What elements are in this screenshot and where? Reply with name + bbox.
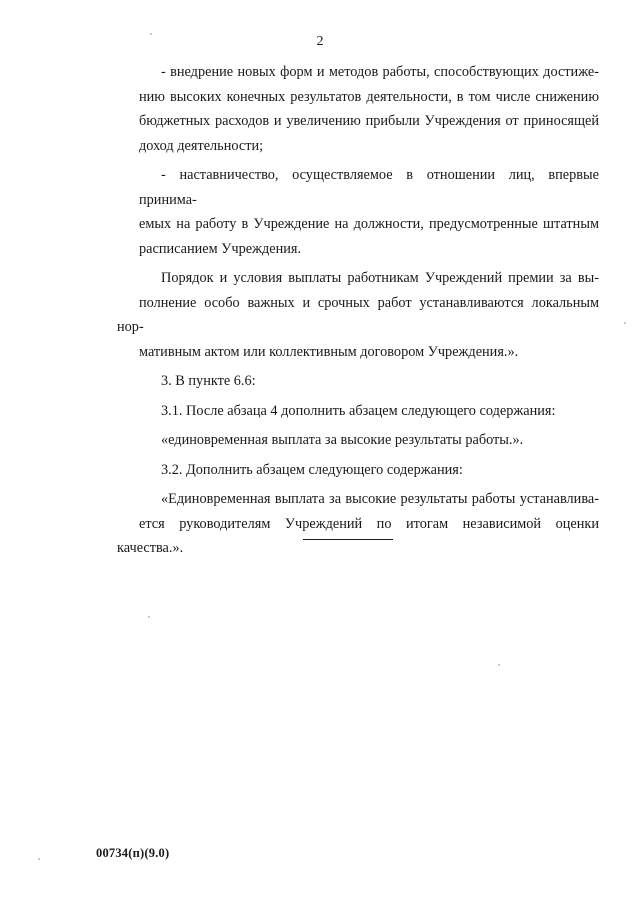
paragraph-line: емых на работу в Учреждение на должности, предусмотренные штатным <box>139 216 599 232</box>
scan-speck <box>148 616 150 618</box>
paragraph-line: бюджетных расходов и увеличению прибыли Учреждения от приносящей <box>139 113 599 129</box>
paragraph-line: 3. В пункте 6.6: <box>161 373 256 389</box>
scan-speck <box>38 858 40 860</box>
paragraph-line: расписанием Учреждения. <box>139 240 302 257</box>
paragraph-innovation <box>117 60 599 158</box>
scan-speck <box>498 664 500 666</box>
paragraph-quote-lump-sum <box>117 428 599 453</box>
paragraph-bonus-procedure <box>117 266 599 364</box>
paragraph-item-3-1 <box>117 399 599 424</box>
paragraph-quote-lump-sum-managers <box>117 487 599 561</box>
paragraph-line: - внедрение новых форм и методов работы, способствующих достиже- <box>161 64 599 80</box>
paragraph-line: нию высоких конечных результатов деятельности, в том числе снижению <box>139 88 599 105</box>
paragraph-line: полнение особо важных и срочных работ устанавливаются локальным нор- <box>117 294 599 335</box>
paragraph-line: доход деятельности; <box>139 137 264 154</box>
paragraph-item-3 <box>117 369 599 394</box>
paragraph-line: мативным актом или коллективным договором Учреждения.». <box>139 343 519 360</box>
scan-speck <box>150 33 152 35</box>
document-code: 00734(п)(9.0) <box>96 846 170 860</box>
document-body <box>117 60 599 566</box>
page-number: 2 <box>316 34 324 49</box>
paragraph-mentoring <box>117 163 599 261</box>
paragraph-line: Порядок и условия выплаты работникам Учреждений премии за вы- <box>161 270 599 286</box>
paragraph-line: 3.2. Дополнить абзацем следующего содержания: <box>161 461 463 478</box>
paragraph-line: - наставничество, осуществляемое в отношении лиц, впервые принима- <box>139 167 599 208</box>
paragraph-line: ется руководителям Учреждений по итогам независимой оценки качества.». <box>117 515 599 556</box>
paragraph-line: 3.1. После абзаца 4 дополнить абзацем следующего содержания: <box>161 402 556 419</box>
paragraph-item-3-2 <box>117 458 599 483</box>
end-separator-line <box>303 539 393 540</box>
paragraph-line: «Единовременная выплата за высокие результаты работы устанавлива- <box>161 491 599 507</box>
scan-speck <box>624 322 626 324</box>
paragraph-line: «единовременная выплата за высокие результаты работы.». <box>161 432 524 448</box>
